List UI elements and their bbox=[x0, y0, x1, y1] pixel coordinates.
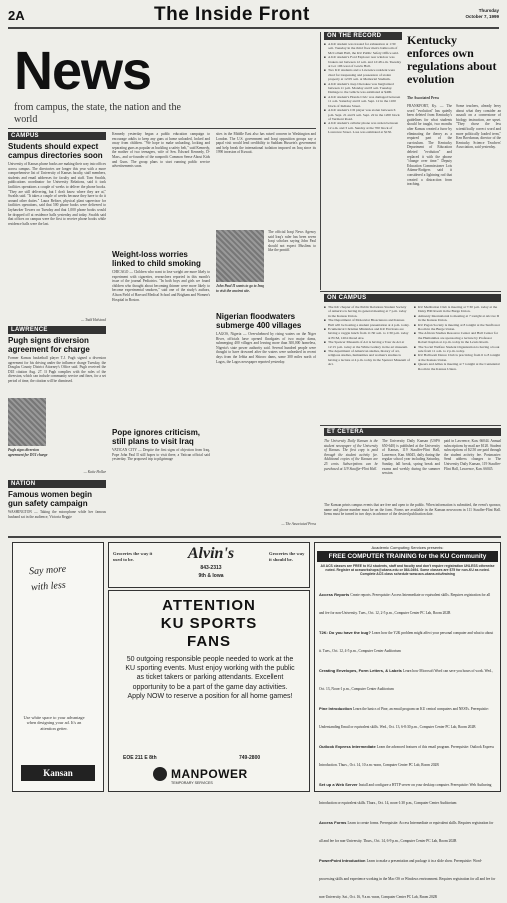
class-item bbox=[319, 659, 496, 695]
lawrence-label: LAWRENCE bbox=[8, 326, 106, 334]
class-name: Access Reports bbox=[319, 592, 351, 597]
class-name: T2K: Do you have the bug? bbox=[319, 630, 372, 635]
on-campus-right bbox=[414, 305, 501, 423]
class-description: Learn the advanced features of this email program. Prerequisite: Outlook Express Introduction. Thurs., Oct. 14, 10 a.m.-noon, Computer Center PC Lab, Room 202B bbox=[319, 745, 495, 767]
masthead-subtitle: from campus, the state, the nation and the world bbox=[14, 102, 181, 125]
nigeria-headline: Nigerian floodwaters submerge 400 villages bbox=[216, 312, 302, 330]
manpower-footer-left: EOE 211 E 8th bbox=[123, 755, 157, 761]
class-item bbox=[319, 849, 496, 903]
header-rule bbox=[8, 27, 499, 29]
pope-headline: Pope ignores criticism, still plans to visit Iraq bbox=[112, 428, 201, 446]
record-item: ■ A KU student's Honda Civic was damaged between 11 a.m. Saturday and 6 a.m. Sept. 12 in the 1100 block of Indiana Street. bbox=[324, 95, 402, 108]
kentucky-headline: Kentucky enforces own regulations about evolution bbox=[407, 33, 497, 86]
et-cetera-body-3: paid in Lawrence, Kan. 66044. Annual subscriptions by mail are $120. Student subscriptions of $2.50 are paid through the student activity fee. Postmaster: Send address changes to The University Daily Kansan, 119 Stauffer-Flint Hall, Lawrence, Kan. 66045. bbox=[444, 439, 501, 471]
ct-intro: All ACS classes are FREE to KU students, staff and faculty and don't require registration UNLESS otherwise noted. Register at acsworkshops@ukans.edu or 864-0494. Some classes are $75 for non-KU as noted. Complete ACS class schedule www.acs.ukans.edu/training bbox=[320, 564, 495, 577]
kansan-logo: Kansan bbox=[21, 765, 95, 781]
class-description: Learn to create forms. Prerequisite: Access Intermediate or equivalent skills. Requires registration for all and fee for non-University. Thurs., Oct. 14, 6-9 p.m., Computer Center PC Lab, Room 202B bbox=[319, 821, 494, 843]
event-item: ■ Amnesty International is meeting at 7 tonight at Alcove D in the Kansas Union. bbox=[414, 314, 501, 323]
kansan-ad-body: Use white space to your advantage when designing your ad. It's an attention getter. bbox=[23, 715, 85, 731]
nigeria-body: LAGOS, Nigeria — Overwhelmed by rising waters on the Niger River, officials have opened floodgates of two major dams, submerging 400 villages and leaving more than 300,000 homeless, Nigeria's state power authority said. Several hundred people were thought to have drowned after the waters were unleashed in recent days from the Jebba and Shiroro dams, some 300 miles north of Lagos, the Lagos newspaper reported yesterday. bbox=[216, 332, 316, 364]
pugh-caption: Pugh signs diversion agreement for DUI charge bbox=[8, 448, 48, 457]
iraq-body: sites in the Middle East also has raised concern in Washington and London. The U.S. government and Iraqi opposition groups say a papal visit would lend credibility to Saddam Hussein's government and help break the international isolation imposed on Iraq since its 1990 invasion of Kuwait. bbox=[216, 132, 316, 155]
kansan-ad-line1: Say more bbox=[28, 563, 67, 578]
weight-loss-body: CHICAGO — Children who want to lose weight are more likely to experiment with cigarettes, researchers reported in this month's issue of the journal Pediatrics. "In both boys and girls we found children who thought about becoming thinner were more likely to become experimental smokers," said one of the study's authors, Alison Field of Harvard Medical School and Brigham and Women's Hospital in Boston. bbox=[112, 270, 210, 302]
class-item bbox=[319, 621, 496, 657]
campus-byline: — Todd Halstead bbox=[80, 318, 106, 322]
manpower-brand-sub: TEMPORARY SERVICES bbox=[171, 781, 213, 785]
nation-headline: Famous women begin gun safety campaign bbox=[8, 490, 93, 508]
et-cetera-label: ET CETERA bbox=[324, 428, 501, 436]
kentucky-body-1: FRANKFORT, Ky. — The word "evolution" has quietly been deleted from Kentucky's guidelines for what students should be taught, two months after Kansas created a furor by eliminating the theory as a required part of the curriculum. The Kentucky Department of Education deleted "evolution" and replaced it with the phrase "change over time." Deputy Education Commissioner Lois Adams-Rodgers said it considered a lightning rod that created a distraction from teaching. bbox=[407, 104, 452, 187]
record-item: ■ A KU student's Jeep Cherokee was burglarized between 11 p.m. Monday and 8 a.m. Tuesday. Damage to the vehicle was estimated at $400. bbox=[324, 82, 402, 95]
record-item: ■ Two KU students and a Lawrence resident were cited for trespassing and possession of stolen property at 12:05 a.m. at Memorial Stadium. bbox=[324, 68, 402, 81]
class-item bbox=[319, 583, 496, 619]
iraq-body-2: The official Iraqi News Agency said Iraq's ruler has been seven Iraqi scholars saying John Paul should not expect Muslims to like the pontiff. bbox=[268, 230, 316, 253]
event-item: ■ The department of American studies, history of art, religious studies, humanities and women's studies is having a lecture at 4 p.m. today in the Spencer Museum of Art. bbox=[324, 349, 410, 367]
class-description: Learn how the Y2K problem might affect your personal computer and what to about it. Tues., Oct. 12, 4-5 p.m., Computer Center Auditorium bbox=[319, 631, 494, 653]
nation-body: WASHINGTON — Taking the microphone while her famous husband sat in the audience, Victoria Reggie bbox=[8, 510, 106, 519]
manpower-headline-3: FANS bbox=[186, 633, 231, 650]
on-the-record-label: ON THE RECORD bbox=[324, 32, 402, 40]
lawrence-byline: — Katie Hollar bbox=[83, 470, 106, 474]
et-cetera-body: The University Daily Kansan is the student newspaper of the University of Kansas. The first copy is paid through the student activity fee. Additional copies of the Kansan are 25 cents. Subscriptions can be purchased at 119 Stauffer-Flint Hall. bbox=[324, 439, 378, 471]
event-item: ■ The African Studies Resource Center and Hall Center for the Humanities are sponsoring a lecture by Professor Robert Kaplan at 4 p.m. today in the Lewis Room. bbox=[414, 331, 501, 344]
on-campus-rule bbox=[320, 291, 501, 292]
record-item: ■ A KU student was treated for exhaustion at 1:30 a.m. Tuesday in the third floor men's bathroom of McCollum Hall, the KU Public Safety Office said. bbox=[324, 42, 402, 55]
class-name: Set up a Web Server bbox=[319, 782, 359, 787]
col3-byline: — The Associated Press bbox=[281, 522, 316, 526]
class-item bbox=[319, 811, 496, 847]
class-description: Create reports. Prerequisite: Access Intermediate or equivalent skills. Requires registration for all and fee for non-University. Tues., Oct. 12, 2-5 p.m., Computer Center PC Lab, Room 202B bbox=[319, 593, 491, 615]
pope-photo-caption: John Paul II wants to go to Iraq to visit the ancient site. bbox=[216, 284, 264, 293]
pope-body: VATICAN CITY — Despite the first signs of objection from Iraq, Pope John Paul II still hopes to visit there, a Vatican official said yesterday. The proposed trip to pilgrimage bbox=[112, 448, 210, 462]
et-cetera-rule bbox=[320, 425, 501, 426]
campus-label: CAMPUS bbox=[8, 132, 106, 140]
ct-class-list bbox=[319, 583, 496, 899]
manpower-brand: MANPOWER bbox=[171, 767, 248, 781]
record-item: ■ A KU student's CD player was stolen between 6 p.m. Sept. 21 and 9 a.m. Sept. 22 in the 1200 block of Vermont Road. bbox=[324, 108, 402, 121]
right-divider bbox=[320, 32, 321, 290]
class-item bbox=[319, 697, 496, 733]
event-item: ■ Ecumenical Christian Ministries and KU Environs are having a veggie lunch from 11:30 a.m. to 1:30 p.m. today at ECM, 1204 Oread Ave. bbox=[324, 327, 410, 340]
manpower-logo-icon bbox=[153, 767, 167, 781]
class-item bbox=[319, 735, 496, 771]
event-item: ■ The KU chapter of the Public Relations Student Society of America is having its general meeting at 7 p.m. today in the Kansas Union. bbox=[324, 305, 410, 318]
ct-title-bar: FREE COMPUTER TRAINING for the KU Community bbox=[317, 551, 498, 562]
lawrence-body-top: Former Kansas basketball player T.J. Pugh signed a diversion agreement for his driving under the influence charge Tuesday, the Douglas County District Attorney's Office said. Pugh received the DUI citation Aug. 27. If Pugh complies with the rules of the diversion, which can include community service and fines, for a set period of time, the citation will be dismissed. bbox=[8, 356, 106, 383]
page-number: 2A bbox=[8, 8, 25, 23]
class-name: Pine Introduction bbox=[319, 706, 353, 711]
pugh-photo bbox=[8, 398, 46, 446]
issue-date: October 7, 1999 bbox=[465, 14, 499, 19]
pope-photo bbox=[216, 230, 264, 282]
masthead-rule bbox=[8, 128, 316, 129]
event-item: ■ The Social Welfare Student Organization is having a book sale from 11 a.m. to 2 p.m. today. bbox=[414, 345, 501, 354]
campus-body: University of Kansas phone books are making their way into offices across campus. The directories are longer this year with a more comprehensive list of University of Kansas faculty, staff members, students and email addresses for faculty and staff. Tom Swalds, publications coordinator for University Relations, said it took facilities operations a couple of weeks to deliver the phone books. "They are still delivering, but I don't know where they are at," Swalds said. "It takes a couple of weeks because they have to do it around other duties." Laura Beltzer, physical plant supervisor for facilities operations, said that 500 phone books were delivered to Jayhawker Towers on Tuesday and that 1,000 phone books would be dropped off at residence halls yesterday and today. Swalds said that offices on campus were the first to receive phone books while residence halls were the last. bbox=[8, 162, 106, 226]
class-name: Outlook Express Intermediate bbox=[319, 744, 377, 749]
manpower-body: 50 outgoing responsible people needed to work at the KU sporting events. Must enjoy working with the public as ticket takers or parking attendants. Excellent opportunity to be a part of the game day activities. Apply NOW to reserve a position for all home games! bbox=[125, 656, 295, 700]
event-item: ■ The Department of Molecular Biosciences and Kansas Hall will be hosting a student presentation at 4 p.m. today. bbox=[324, 318, 410, 327]
class-description: Install and configure a HTTP server on your desktop computer. Prerequisite: Web Authoring Introduction or equivalent skills. Thurs., Oct. 14, noon-1:30 p.m., Computer Center Auditorium bbox=[319, 783, 492, 805]
on-the-record-list bbox=[324, 42, 402, 288]
ct-org: Academic Computing Services presents: bbox=[371, 545, 444, 550]
manpower-ad bbox=[108, 590, 310, 792]
manpower-footer-right: 749-2800 bbox=[239, 755, 261, 761]
et-cetera-body-2: The University Daily Kansan (USPS 650-640) is published at the University of Kansas, 119 Stauffer-Flint Hall, Lawrence, Kan. 66045, daily during the regular school year including Saturday, Sunday, fall break, spring break and exams and weekly during the summer session. bbox=[382, 439, 440, 476]
alvins-left-slogan: Groceries the way it used to be. bbox=[113, 551, 153, 562]
masthead-title: News bbox=[14, 41, 152, 101]
record-item: ■ A KU student's cellular phone was stolen between 12 a.m. and 3 a.m. Sunday at the 700 block of Lawrence Street. Loss was estimated at $150. bbox=[324, 121, 402, 134]
computer-training-ad bbox=[314, 542, 501, 899]
kansan-ad-line2: with less bbox=[30, 579, 67, 594]
event-item: ■ KU Pagan Society is meeting at 8 tonight at the Sunflower Room in the Burge Union. bbox=[414, 323, 501, 332]
event-item: ■ KU Meditation Club is meeting at 7:30 p.m. today at the Daisy Hill Room in the Burge Union. bbox=[414, 305, 501, 314]
class-description: Learn how Microsoft Word can save you hours of work. Wed., Oct. 13, Noon-1 p.m., Computer Center Auditorium bbox=[319, 669, 493, 691]
alvins-right-slogan: Groceries the way it should be. bbox=[269, 551, 305, 562]
lawrence-headline: Pugh signs diversion agreement for charge bbox=[8, 336, 90, 354]
ads-rule bbox=[8, 536, 501, 538]
class-item bbox=[319, 773, 496, 809]
kennedy-body: Kennedy yesterday began a public education campaign to encourage adults to keep any guns at home unloaded, locked and away from children. "We hope to make unloading, locking and separating guns as popular as buckling a safety belt," said Kennedy, the mother of two teenagers, wife of Sen. Edward Kennedy, D-Mass., and co-founder of the nonprofit Common Sense About Kids and Guns. The group plans to start running public service advertisements soon. bbox=[112, 132, 210, 169]
class-name: Creating Envelopes, Form Letters, & Labels bbox=[319, 668, 404, 673]
kentucky-source: The Associated Press bbox=[407, 96, 440, 100]
class-name: Access Forms bbox=[319, 820, 348, 825]
record-item: ■ A KU student's Ford Explorer rear window was broken out between 12 a.m. and 12:48 a.m. Tuesday at Lot 106 west of Lewis Hall. bbox=[324, 55, 402, 68]
event-item: ■ The Spencer Museum of Art is having a Tour de Art at 12:15 p.m. today at the White Gallery in the art museum. bbox=[324, 340, 410, 349]
class-description: Learn the basics of Pine, an email program on KU central computers and NESTs. Prerequisite: Understanding Email or equivalent skills. Wed., Oct. 13, 6-8:30 p.m., Computer Center PC Lab, Room 202B bbox=[319, 707, 489, 729]
manpower-headline-2: KU SPORTS bbox=[160, 615, 258, 632]
event-item: ■ KU Ballroom Dance Club is practicing from 6 to 8 tonight at the Kansas Union. bbox=[414, 353, 501, 362]
weight-loss-headline: Weight-loss worries linked to child smoking bbox=[112, 250, 201, 268]
section-title: The Inside Front bbox=[154, 4, 310, 25]
alvins-logo: Alvin's bbox=[187, 545, 235, 562]
class-name: PowerPoint Introduction bbox=[319, 858, 367, 863]
alvins-phone: 843-2313 bbox=[200, 565, 222, 571]
et-cetera-notice: The Kansan prints campus events that are free and open to the public. When information is submitted, the event's sponsor, name and phone number must be on the form. Forms are available in the Kansan newsroom in 111 Stauffer-Flint Hall. Items must be turned in two days in advance of the desired publication date. bbox=[324, 503, 501, 517]
kentucky-body-2: Some teachers, already leery about what they consider an assault on a cornerstone of biology instruction, are upset. "They chose the less scientifically correct word and more politically loaded term," Ken Boeckman, director of the Kentucky Science Teachers' Association, said yesterday. bbox=[456, 104, 501, 150]
alvins-address: 9th & Iowa bbox=[198, 573, 224, 579]
event-item: ■ Queers and Allies is meeting at 7 tonight at the Centennial Room in the Kansas Union. bbox=[414, 362, 501, 371]
nation-label: NATION bbox=[8, 480, 106, 488]
kansan-ad bbox=[12, 542, 104, 792]
manpower-headline-1: ATTENTION bbox=[162, 597, 256, 614]
on-campus-left bbox=[324, 305, 410, 423]
alvins-ad bbox=[108, 542, 310, 588]
on-campus-label: ON CAMPUS bbox=[324, 294, 501, 302]
class-description: Learn to make a presentation and package it in a slide show. Prerequisite: Word-processing skills and experience working in the Mac OS or Windows environment. Requires registration for all and fee for non-University. Sat., Oct. 16, 9 a.m.-noon, Computer Center PC Lab, Room 202B bbox=[319, 859, 496, 899]
issue-day: Thursday bbox=[478, 8, 499, 13]
campus-headline: Students should expect campus directories soon bbox=[8, 142, 103, 160]
